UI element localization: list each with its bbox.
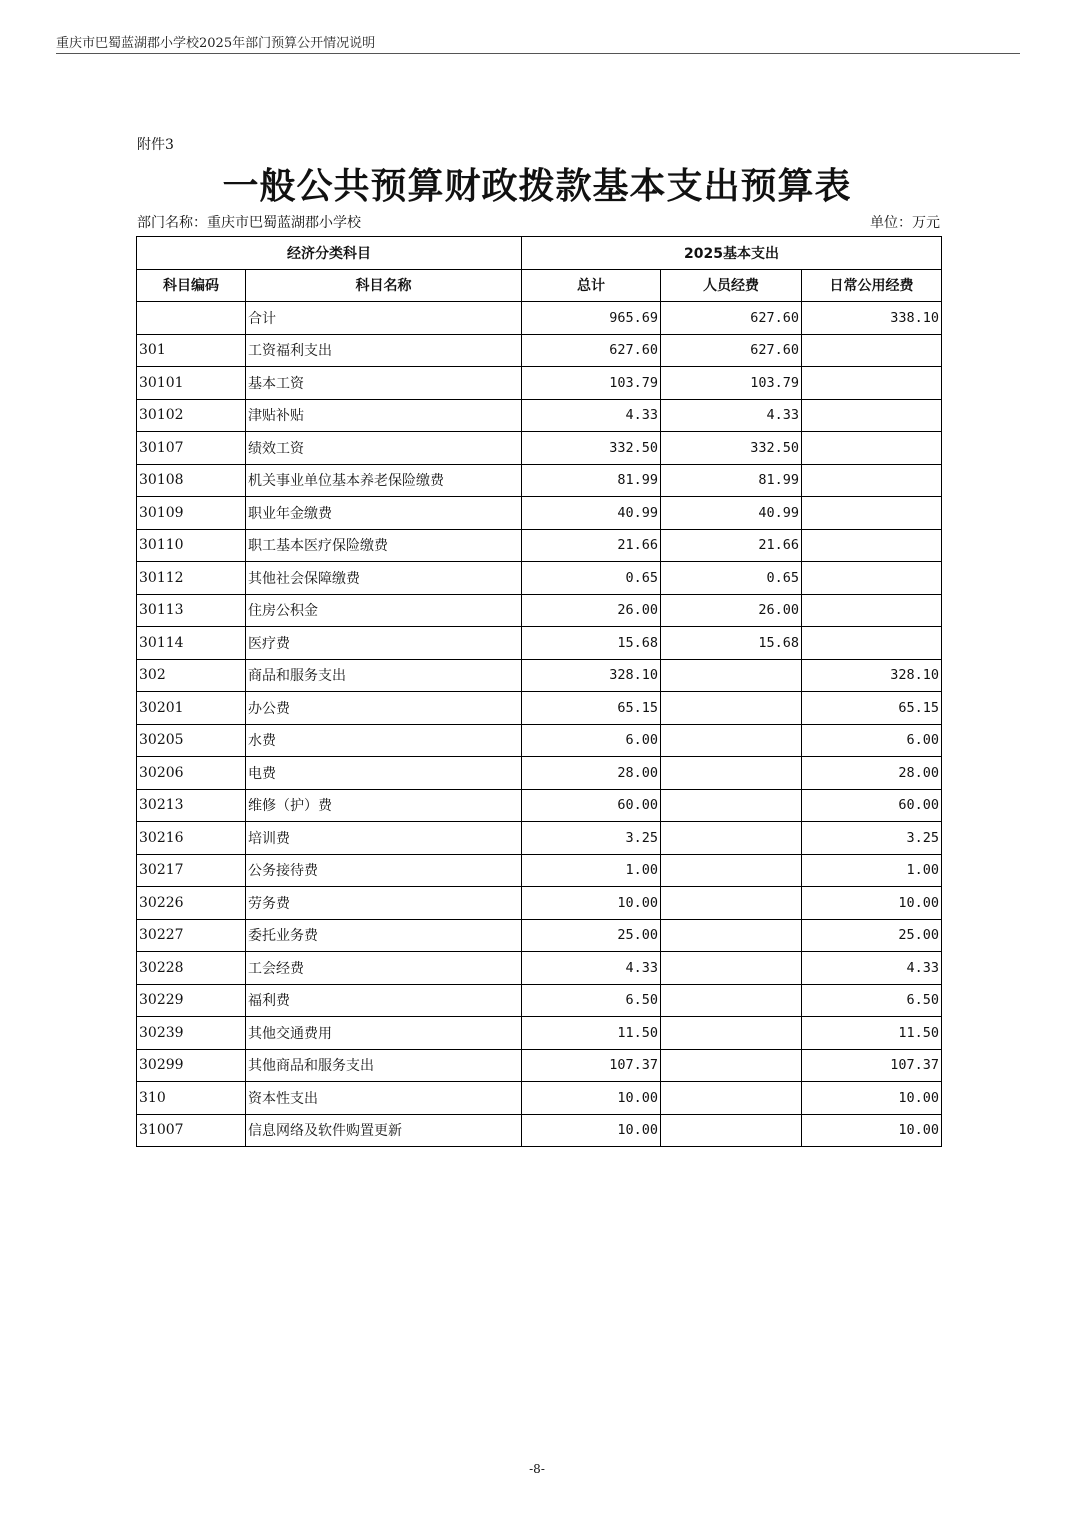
row-public-cell: 11.50 (802, 1017, 942, 1050)
row-name-cell: 职业年金缴费 (246, 497, 522, 530)
row-total-cell: 10.00 (522, 1082, 661, 1115)
row-personnel-cell (661, 887, 802, 920)
row-name-cell: 培训费 (246, 822, 522, 855)
row-code-cell: 30205 (137, 724, 246, 757)
row-code-cell: 30213 (137, 789, 246, 822)
row-code-cell: 30114 (137, 627, 246, 660)
row-name-cell: 公务接待费 (246, 854, 522, 887)
row-public-cell (802, 464, 942, 497)
row-public-cell (802, 529, 942, 562)
public-column-header: 日常公用经费 (802, 269, 942, 302)
row-name-cell: 其他商品和服务支出 (246, 1049, 522, 1082)
table-row (137, 497, 942, 530)
name-column-header: 科目名称 (246, 269, 522, 302)
department-name: 部门名称：重庆市巴蜀蓝湖郡小学校 (137, 215, 361, 231)
row-code-cell: 30109 (137, 497, 246, 530)
row-name-cell: 商品和服务支出 (246, 659, 522, 692)
row-public-cell (802, 432, 942, 465)
row-public-cell (802, 367, 942, 400)
row-personnel-cell: 15.68 (661, 627, 802, 660)
row-public-cell: 107.37 (802, 1049, 942, 1082)
row-public-cell: 328.10 (802, 659, 942, 692)
row-code-cell: 31007 (137, 1114, 246, 1147)
table-row (137, 627, 942, 660)
row-name-cell: 职工基本医疗保险缴费 (246, 529, 522, 562)
row-total-cell: 10.00 (522, 887, 661, 920)
row-code-cell: 30226 (137, 887, 246, 920)
table-row (137, 919, 942, 952)
row-code-cell: 30239 (137, 1017, 246, 1050)
row-name-cell: 电费 (246, 757, 522, 790)
table-row (137, 1049, 942, 1082)
row-personnel-cell (661, 692, 802, 725)
table-row (137, 432, 942, 465)
row-name-cell: 绩效工资 (246, 432, 522, 465)
row-code-cell: 30229 (137, 984, 246, 1017)
row-total-cell: 1.00 (522, 854, 661, 887)
row-name-cell: 机关事业单位基本养老保险缴费 (246, 464, 522, 497)
table-row (137, 984, 942, 1017)
row-total-cell: 21.66 (522, 529, 661, 562)
row-code-cell: 30217 (137, 854, 246, 887)
row-public-cell: 3.25 (802, 822, 942, 855)
row-personnel-cell: 4.33 (661, 399, 802, 432)
header-rule (56, 53, 1020, 54)
row-total-cell: 60.00 (522, 789, 661, 822)
row-total-cell: 328.10 (522, 659, 661, 692)
row-name-cell: 办公费 (246, 692, 522, 725)
row-total-cell: 4.33 (522, 399, 661, 432)
row-public-cell: 10.00 (802, 1082, 942, 1115)
table-row (137, 334, 942, 367)
row-name-cell: 工资福利支出 (246, 334, 522, 367)
row-public-cell: 338.10 (802, 302, 942, 335)
row-name-cell: 其他社会保障缴费 (246, 562, 522, 595)
row-code-cell: 30227 (137, 919, 246, 952)
row-name-cell: 劳务费 (246, 887, 522, 920)
row-public-cell (802, 594, 942, 627)
row-name-cell: 合计 (246, 302, 522, 335)
row-personnel-cell (661, 789, 802, 822)
row-public-cell (802, 334, 942, 367)
row-name-cell: 津贴补贴 (246, 399, 522, 432)
row-code-cell: 30201 (137, 692, 246, 725)
row-total-cell: 0.65 (522, 562, 661, 595)
table-row (137, 1017, 942, 1050)
row-code-cell: 310 (137, 1082, 246, 1115)
row-code-cell: 30113 (137, 594, 246, 627)
row-personnel-cell (661, 757, 802, 790)
row-code-cell: 30228 (137, 952, 246, 985)
row-total-cell: 107.37 (522, 1049, 661, 1082)
row-total-cell: 25.00 (522, 919, 661, 952)
row-total-cell: 965.69 (522, 302, 661, 335)
row-name-cell: 基本工资 (246, 367, 522, 400)
row-total-cell: 65.15 (522, 692, 661, 725)
row-public-cell: 60.00 (802, 789, 942, 822)
row-name-cell: 工会经费 (246, 952, 522, 985)
row-public-cell: 1.00 (802, 854, 942, 887)
row-total-cell: 627.60 (522, 334, 661, 367)
row-public-cell (802, 399, 942, 432)
row-public-cell: 6.00 (802, 724, 942, 757)
row-total-cell: 28.00 (522, 757, 661, 790)
table-row (137, 692, 942, 725)
row-total-cell: 103.79 (522, 367, 661, 400)
row-code-cell: 30110 (137, 529, 246, 562)
table-row (137, 887, 942, 920)
row-code-cell (137, 302, 246, 335)
row-name-cell: 委托业务费 (246, 919, 522, 952)
row-personnel-cell (661, 1082, 802, 1115)
code-column-header: 科目编码 (137, 269, 246, 302)
row-total-cell: 6.00 (522, 724, 661, 757)
row-total-cell: 11.50 (522, 1017, 661, 1050)
row-personnel-cell: 627.60 (661, 302, 802, 335)
row-public-cell: 10.00 (802, 887, 942, 920)
row-code-cell: 30102 (137, 399, 246, 432)
row-personnel-cell: 627.60 (661, 334, 802, 367)
row-name-cell: 其他交通费用 (246, 1017, 522, 1050)
row-personnel-cell (661, 854, 802, 887)
table-row (137, 659, 942, 692)
row-total-cell: 15.68 (522, 627, 661, 660)
row-total-cell: 332.50 (522, 432, 661, 465)
row-personnel-cell: 26.00 (661, 594, 802, 627)
row-name-cell: 水费 (246, 724, 522, 757)
row-public-cell: 25.00 (802, 919, 942, 952)
table-row (137, 1114, 942, 1147)
econ-class-header: 经济分类科目 (137, 237, 522, 270)
table-row (137, 724, 942, 757)
table-row (137, 594, 942, 627)
row-total-cell: 6.50 (522, 984, 661, 1017)
row-personnel-cell (661, 919, 802, 952)
row-code-cell: 30216 (137, 822, 246, 855)
row-personnel-cell (661, 659, 802, 692)
group-header-row (137, 237, 942, 270)
total-column-header: 总计 (522, 269, 661, 302)
table-row (137, 1082, 942, 1115)
row-public-cell: 10.00 (802, 1114, 942, 1147)
row-name-cell: 福利费 (246, 984, 522, 1017)
row-personnel-cell: 103.79 (661, 367, 802, 400)
table-row (137, 529, 942, 562)
row-total-cell: 81.99 (522, 464, 661, 497)
row-total-cell: 26.00 (522, 594, 661, 627)
row-name-cell: 住房公积金 (246, 594, 522, 627)
row-total-cell: 4.33 (522, 952, 661, 985)
table-row (137, 952, 942, 985)
row-public-cell: 65.15 (802, 692, 942, 725)
row-code-cell: 30299 (137, 1049, 246, 1082)
row-personnel-cell: 40.99 (661, 497, 802, 530)
table-row (137, 789, 942, 822)
row-code-cell: 301 (137, 334, 246, 367)
row-total-cell: 3.25 (522, 822, 661, 855)
row-personnel-cell: 21.66 (661, 529, 802, 562)
running-header: 重庆市巴蜀蓝湖郡小学校2025年部门预算公开情况说明 (56, 36, 376, 51)
row-code-cell: 30206 (137, 757, 246, 790)
table-row (137, 302, 942, 335)
basic-expenditure-header: 2025基本支出 (522, 237, 942, 270)
page-title: 一般公共预算财政拨款基本支出预算表 (222, 166, 852, 207)
row-personnel-cell (661, 822, 802, 855)
row-name-cell: 维修（护）费 (246, 789, 522, 822)
row-public-cell: 28.00 (802, 757, 942, 790)
table-row (137, 464, 942, 497)
row-personnel-cell (661, 984, 802, 1017)
row-code-cell: 30101 (137, 367, 246, 400)
row-public-cell (802, 562, 942, 595)
table-row (137, 399, 942, 432)
row-code-cell: 30107 (137, 432, 246, 465)
row-total-cell: 40.99 (522, 497, 661, 530)
row-personnel-cell (661, 724, 802, 757)
row-name-cell: 信息网络及软件购置更新 (246, 1114, 522, 1147)
column-header-row (137, 269, 942, 302)
attachment-label: 附件3 (137, 137, 174, 153)
table-row (137, 757, 942, 790)
row-personnel-cell (661, 1017, 802, 1050)
row-public-cell: 6.50 (802, 984, 942, 1017)
row-code-cell: 30108 (137, 464, 246, 497)
table-row (137, 562, 942, 595)
row-total-cell: 10.00 (522, 1114, 661, 1147)
row-name-cell: 资本性支出 (246, 1082, 522, 1115)
budget-table (136, 236, 942, 1147)
row-personnel-cell: 0.65 (661, 562, 802, 595)
row-personnel-cell (661, 1114, 802, 1147)
table-row (137, 367, 942, 400)
row-personnel-cell (661, 952, 802, 985)
row-name-cell: 医疗费 (246, 627, 522, 660)
page-number: -8- (529, 1462, 545, 1476)
unit-label: 单位：万元 (870, 215, 940, 231)
table-row (137, 854, 942, 887)
row-code-cell: 302 (137, 659, 246, 692)
row-personnel-cell (661, 1049, 802, 1082)
row-public-cell (802, 627, 942, 660)
personnel-column-header: 人员经费 (661, 269, 802, 302)
row-personnel-cell: 332.50 (661, 432, 802, 465)
table-body (137, 302, 942, 1147)
row-public-cell (802, 497, 942, 530)
row-code-cell: 30112 (137, 562, 246, 595)
row-personnel-cell: 81.99 (661, 464, 802, 497)
row-public-cell: 4.33 (802, 952, 942, 985)
table-row (137, 822, 942, 855)
